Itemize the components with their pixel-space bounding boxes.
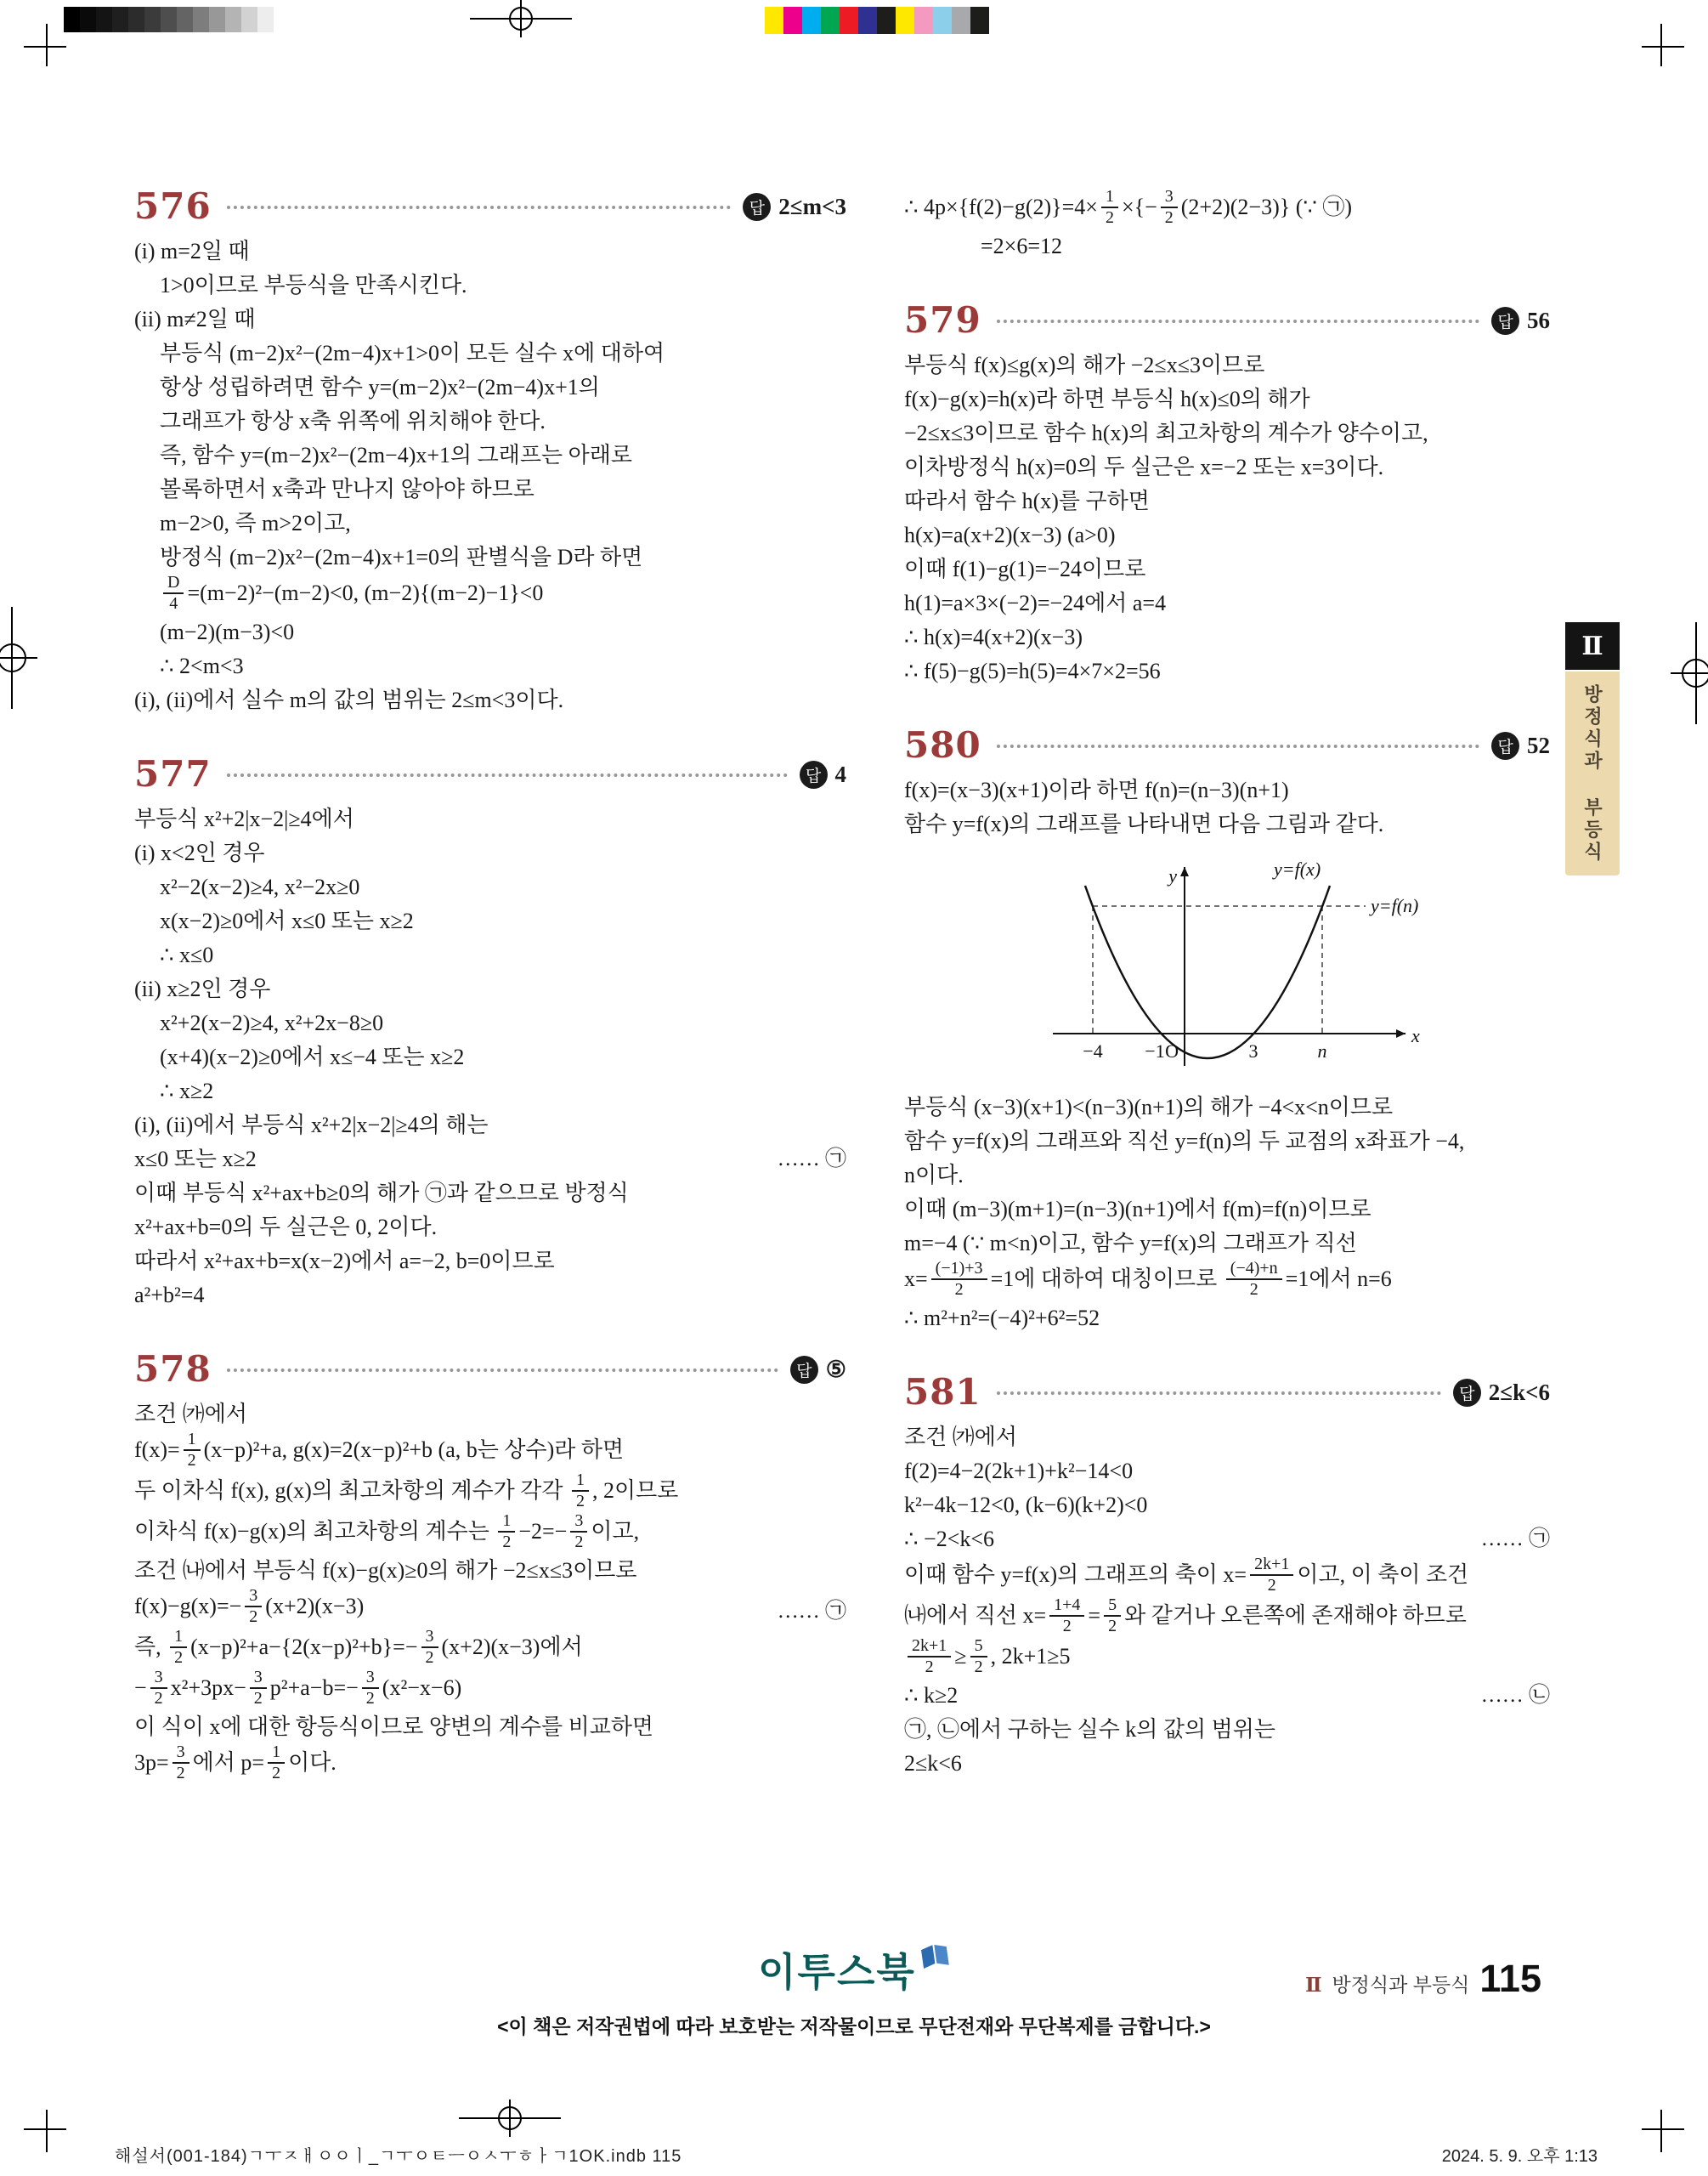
answer-value: 52 [1527,732,1550,758]
dotted-leader [227,204,732,209]
solution-line-text: (ii) x≥2인 경우 [134,977,271,1001]
crop-mark [24,46,66,48]
solution-line-text: ∴ k≥2 [904,1683,959,1708]
dotted-leader [997,743,1479,748]
solution-line [904,1556,1550,1597]
crop-mark [46,24,48,66]
solution-line-text: 부등식 x²+2|x−2|≥4에서 [134,807,354,831]
solution-line-text: 이차방정식 h(x)=0의 두 실근은 x=−2 또는 x=3이다. [904,455,1384,479]
color-step [914,7,933,34]
answer-label-icon: 답 [743,193,771,221]
color-step [765,7,783,34]
solution-line [134,649,846,683]
solution-line-text: − $\frac{3}{2}$ x²+3px− $\frac{3}{2}$ p²+a−b=− $\frac{3}{2}$ (x²−x−6) [134,1668,462,1708]
answer-badge [790,1356,846,1384]
problem-number: 577 [134,753,212,795]
reference-mark: …… ㉠ [1480,1527,1550,1550]
reference-mark: …… ㉠ [777,1148,846,1170]
fraction: $\frac{3}{2}$ [245,1586,262,1627]
answer-label-icon: 답 [1491,732,1519,760]
answer-value: ⑤ [825,1356,846,1382]
grayscale-step [112,7,128,32]
solution-line-text: f(2)=4−2(2k+1)+k²−14<0 [904,1459,1134,1483]
solution-line-text: =2×6=12 [981,234,1062,258]
problem-header [134,185,846,227]
solution-line-text: n이다. [904,1163,964,1187]
solution-line-text: $\frac{2k+1}{2}$ ≥ $\frac{5}{2}$ , 2k+1≥5 [904,1644,1071,1669]
fraction: $\frac{1}{2}$ [1101,187,1118,228]
solution-line [134,1513,846,1554]
solution-line [134,836,846,870]
solution-line-text: 조건 ㈎에서 [134,1402,247,1426]
left-column [134,185,846,1824]
solution-line [134,1554,846,1588]
solution-line-text: x(x−2)≥0에서 x≤0 또는 x≥2 [160,909,414,933]
color-step [933,7,952,34]
solution-line [134,337,846,371]
solution-line [134,1710,846,1744]
solution-line [904,1454,1550,1488]
solution-line [904,348,1550,382]
problem-577 [134,753,846,1312]
solution-line [134,1472,846,1513]
fraction: $\frac{5}{2}$ [1104,1595,1121,1636]
solution-line-text: ∴ 4p×{f(2)−g(2)}=4× $\frac{1}{2}$ ×{− $\frac{3}{2}$ (2+2)(2−3)} (∵ ㉠) [904,187,1353,227]
grayscale-step [241,7,257,32]
solution-line-text: 이때 함수 y=f(x)의 그래프의 축이 x= $\frac{2k+1}{2}$ 이고, 이 축이 조건 [904,1555,1469,1595]
color-step [802,7,821,34]
fraction: $\frac{3}{2}$ [1161,187,1178,228]
solution-line-text: 1>0이므로 부등식을 만족시킨다. [160,273,467,298]
answer-label-icon: 답 [790,1356,818,1384]
grayscale-step [128,7,144,32]
solution-line [134,405,846,439]
grayscale-step [64,7,80,32]
problem-number: 576 [134,185,212,227]
solution-line-text: a²+b²=4 [134,1283,205,1307]
solution-line [904,1638,1550,1679]
answer-badge [800,761,847,789]
footer-section-pagenum [1305,1957,1541,2001]
solution-line [134,1040,846,1074]
fraction: $\frac{3}{2}$ [362,1668,379,1708]
solution-line-text: ∴ 2<m<3 [160,654,244,678]
grayscale-step [274,7,290,32]
solution-line-text: 그래프가 항상 x축 위쪽에 위치해야 한다. [160,409,546,434]
solution-line-text: ㉠, ㉡에서 구하는 실수 k의 값의 범위는 [904,1717,1276,1742]
fraction: $\frac{3}{2}$ [150,1668,167,1708]
solution-line-text: (i), (ii)에서 실수 m의 값의 범위는 2≤m<3이다. [134,688,564,712]
solution-line-text: m=−4 (∵ m<n)이고, 함수 y=f(x)의 그래프가 직선 [904,1231,1357,1255]
solution-line [904,1713,1550,1747]
graph-y-label: y [1168,865,1177,887]
solution-line-text: ∴ f(5)−g(5)=h(5)=4×7×2=56 [904,659,1161,683]
solution-line [904,189,1550,230]
solution-line-text: 이차식 f(x)−g(x)의 최고차항의 계수는 $\frac{1}{2}$ −2=− $\frac{3}{2}$ 이고, [134,1511,640,1551]
solution-line [904,1420,1550,1454]
crop-mark [1642,46,1684,48]
grayscale-step [193,7,209,32]
chapter-tab-roman [1565,622,1620,670]
prepress-timestamp: 2024. 5. 9. 오후 1:13 [1441,2147,1598,2166]
solution-line-text: (m−2)(m−3)<0 [160,620,295,644]
footer-section-roman: Ⅱ [1305,1974,1322,1997]
solution-line [134,473,846,507]
prepress-file-info: 해설서(001-184)ㄱㅜㅈㅐㅇㅇㅣ_ㄱㅜㅇㅌㅡㅇㅅㅜㅎㅏㄱ1OK.indb 115 [115,2147,682,2166]
problem-header [904,299,1550,341]
solution-line-text: 이 식이 x에 대한 항등식이므로 양변의 계수를 비교하면 [134,1714,654,1739]
chapter-tab-text: 방정식과 부등식 [1581,683,1603,864]
problem-header [134,753,846,795]
parabola-graph [1027,855,1427,1069]
solution-line [904,1522,1550,1556]
fraction: $\frac{1}{2}$ [572,1470,589,1511]
solution-line-text: h(1)=a×3×(−2)=−24에서 a=4 [904,591,1167,615]
problem-number: 579 [904,299,981,341]
solution-line [904,808,1550,842]
answer-value: 4 [834,761,846,787]
solution-line-text: ∴ h(x)=4(x+2)(x−3) [904,625,1083,649]
answer-label-icon: 답 [800,761,828,789]
fraction: $\frac{3}{2}$ [421,1627,438,1668]
problem-581 [904,1371,1550,1781]
solution-line [134,507,846,541]
crop-mark [1642,2128,1684,2130]
solution-line-text: 방정식 (m−2)x²−(2m−4)x+1=0의 판별식을 D라 하면 [160,545,643,570]
parabola-curve [1085,886,1330,1058]
registration-mark [470,0,572,37]
problem-580 [904,724,1550,1335]
graph-origin-label: O [1165,1040,1179,1062]
solution-line-text: $\frac{D}{4}$ =(m−2)²−(m−2)<0, (m−2){(m−2)−1}<0 [160,581,543,605]
color-step [896,7,914,34]
page-number: 115 [1479,1957,1541,2000]
dotted-leader [227,772,788,777]
solution-line-text: 조건 ㈎에서 [904,1425,1017,1449]
solution-line [134,1744,846,1785]
fraction: $\frac{2k+1}{2}$ [1250,1555,1293,1595]
open-book-icon [916,1931,953,1980]
solution-line-text: 함수 y=f(x)의 그래프와 직선 y=f(n)의 두 교점의 x좌표가 −4, [904,1129,1465,1153]
solution-line-text: 부등식 (x−3)(x+1)<(n−3)(n+1)의 해가 −4<x<n이므로 [904,1095,1394,1119]
answer-badge [1491,732,1550,760]
solution-line [134,1074,846,1108]
solution-line [134,1244,846,1278]
solution-line [904,654,1550,688]
solution-line [134,1629,846,1669]
problem-header [904,1371,1550,1413]
grayscale-step [80,7,96,32]
solution-line [134,1431,846,1472]
problem-number: 581 [904,1371,981,1413]
publisher-logo-text: 이투스북 [758,1950,916,1994]
solution-line-text: m−2>0, 즉 m>2이고, [160,511,351,536]
grayscale-step [144,7,161,32]
problem-continuation [904,189,1550,264]
solution-line [134,269,846,303]
chapter-tab-label [1565,672,1620,876]
chapter-roman-numeral: Ⅱ [1581,631,1603,661]
dotted-leader [997,318,1479,323]
solution-line-text: ∴ −2<k<6 [904,1527,995,1551]
solution-line [904,1193,1550,1227]
solution-line-text: 즉, $\frac{1}{2}$ (x−p)²+a−{2(x−p)²+b}=− $\frac{3}{2}$ (x+2)(x−3)에서 [134,1627,583,1667]
problem-header [134,1348,846,1390]
solution-line [134,439,846,473]
solution-line [134,904,846,938]
solution-line-text: ∴ x≥2 [160,1079,214,1103]
grayscale-calibration-bar [64,7,290,32]
solution-line-text: (x+4)(x−2)≥0에서 x≤−4 또는 x≥2 [160,1045,465,1069]
solution-line-text: 볼록하면서 x축과 만나지 않아야 하므로 [160,477,534,502]
grayscale-step [96,7,112,32]
solution-line-text: x≤0 또는 x≥2 [134,1147,257,1171]
solution-line [134,1278,846,1312]
solution-line-text: 따라서 함수 h(x)를 구하면 [904,489,1150,513]
solution-line-text: −2≤x≤3이므로 함수 h(x)의 최고차항의 계수가 양수이고, [904,421,1428,445]
answer-badge [1491,307,1550,335]
solution-line-text: x²−2(x−2)≥4, x²−2x≥0 [160,875,360,899]
fraction: $\frac{1}{2}$ [184,1430,201,1470]
solution-line-text: 3p= $\frac{3}{2}$ 에서 p= $\frac{1}{2}$ 이다. [134,1742,337,1782]
answer-value: 2≤k<6 [1488,1379,1550,1405]
fraction: $\frac{3}{2}$ [570,1511,587,1552]
fraction: $\frac{D}{4}$ [163,573,184,614]
solution-line-text: x²+ax+b=0의 두 실근은 0, 2이다. [134,1215,438,1239]
solution-line-text: (i), (ii)에서 부등식 x²+2|x−2|≥4의 해는 [134,1113,489,1137]
graph-tick-3: 3 [1248,1040,1258,1062]
solution-line-text: 항상 성립하려면 함수 y=(m−2)x²−(2m−4)x+1의 [160,375,600,400]
solution-line-text: 이때 부등식 x²+ax+b≥0의 해가 ㉠과 같으므로 방정식 [134,1181,629,1205]
fraction: $\frac{1+4}{2}$ [1049,1595,1084,1636]
graph-figure [904,855,1550,1074]
solution-line [134,1142,846,1176]
solution-line-text: f(x)= $\frac{1}{2}$ (x−p)²+a, g(x)=2(x−p)²+b (a, b는 상수)라 하면 [134,1430,625,1470]
crop-mark [24,2128,66,2130]
y-axis-arrow [1180,867,1189,876]
problem-576 [134,185,846,717]
crop-mark [46,2110,48,2152]
fraction: $\frac{3}{2}$ [172,1742,189,1783]
fraction: $\frac{2k+1}{2}$ [908,1636,951,1677]
solution-line [134,303,846,337]
solution-line-text: ∴ x≤0 [160,943,214,967]
solution-line [904,1261,1550,1301]
solution-line-text: 부등식 f(x)≤g(x)의 해가 −2≤x≤3이므로 [904,353,1265,377]
solution-line-text: 이때 f(1)−g(1)=−24이므로 [904,557,1146,581]
color-step [877,7,896,34]
solution-line [134,615,846,649]
graph-curve-label: y=f(x) [1274,858,1321,880]
publisher-logo [758,1941,950,1998]
solution-line [134,1397,846,1431]
solution-line-text: f(x)−g(x)=− $\frac{3}{2}$ (x+2)(x−3) [134,1586,365,1626]
solution-line [904,382,1550,416]
solution-line [904,1091,1550,1125]
graph-tick-minus1: −1 [1145,1040,1165,1062]
color-step [840,7,858,34]
fraction: $\frac{(-4)+n}{2}$ [1226,1259,1282,1300]
answer-value: 56 [1527,307,1550,333]
solution-line-text: 2≤k<6 [904,1751,962,1776]
solution-line [904,484,1550,518]
answer-badge [1453,1379,1550,1407]
solution-line [904,1125,1550,1159]
solution-line-text: (ii) m≠2일 때 [134,307,256,332]
solution-line [134,371,846,405]
solution-line [134,541,846,575]
solution-line-text: 부등식 (m−2)x²−(2m−4)x+1>0이 모든 실수 x에 대하여 [160,341,665,366]
fraction: $\frac{1}{2}$ [170,1627,187,1668]
solution-line [134,972,846,1006]
solution-line-text: 이때 (m−3)(m+1)=(n−3)(n+1)에서 f(m)=f(n)이므로 [904,1197,1371,1221]
solution-line [904,518,1550,552]
problem-number: 580 [904,724,981,766]
solution-line-text: ㈏에서 직선 x= $\frac{1+4}{2}$ = $\frac{5}{2}$ 와 같거나 오른쪽에 존재해야 하므로 [904,1595,1467,1635]
footer-section-label: 방정식과 부등식 [1332,1974,1470,1996]
solution-line-text: (i) m=2일 때 [134,239,250,264]
solution-line [134,1176,846,1210]
solution-line-text: f(x)−g(x)=h(x)라 하면 부등식 h(x)≤0의 해가 [904,387,1310,411]
graph-tick-n: n [1317,1040,1327,1062]
solution-line-text: ∴ m²+n²=(−4)²+6²=52 [904,1306,1100,1330]
problem-header [904,724,1550,766]
solution-line-text: 함수 y=f(x)의 그래프를 나타내면 다음 그림과 같다. [904,812,1384,836]
solution-line [904,1488,1550,1522]
answer-label-icon: 답 [1453,1379,1481,1407]
reference-mark: …… ㉡ [1480,1684,1550,1707]
solution-line [134,1108,846,1142]
color-step [858,7,877,34]
solution-line-text: h(x)=a(x+2)(x−3) (a>0) [904,523,1116,547]
solution-line [904,230,1550,264]
solution-line [134,1669,846,1710]
solution-line [134,1588,846,1629]
solution-line [134,1210,846,1244]
color-step [952,7,970,34]
solution-line [904,620,1550,654]
fraction: $\frac{3}{2}$ [250,1668,267,1708]
solution-line [134,683,846,717]
solution-line [904,1597,1550,1638]
solution-line [904,1679,1550,1713]
fraction: $\frac{1}{2}$ [498,1511,515,1552]
solution-line [904,450,1550,484]
grayscale-step [161,7,177,32]
grayscale-step [225,7,241,32]
graph-tick-minus4: −4 [1083,1040,1103,1062]
color-step [783,7,802,34]
problem-579 [904,299,1550,688]
solution-line-text: f(x)=(x−3)(x+1)이라 하면 f(n)=(n−3)(n+1) [904,778,1289,802]
solution-line-text: k²−4k−12<0, (k−6)(k+2)<0 [904,1493,1148,1517]
crop-mark [1660,24,1662,66]
solution-line [904,1747,1550,1781]
right-column [904,189,1550,1820]
solution-line [134,802,846,836]
color-step [821,7,840,34]
answer-badge [743,193,846,221]
solution-line-text: x= $\frac{(-1)+3}{2}$ =1에 대하여 대칭이므로 $\frac{(-4)+n}{2}$ =1에서 n=6 [904,1259,1392,1299]
fraction: $\frac{5}{2}$ [970,1636,987,1677]
solution-line-text: 따라서 x²+ax+b=x(x−2)에서 a=−2, b=0이므로 [134,1249,555,1273]
answer-label-icon: 답 [1491,307,1519,335]
registration-mark [1671,622,1708,724]
color-calibration-bar [765,7,989,34]
x-axis-arrow [1396,1029,1405,1038]
solution-line [134,870,846,904]
answer-value: 2≤m<3 [778,193,846,219]
grayscale-step [209,7,225,32]
registration-mark [0,607,37,709]
solution-line [134,1006,846,1040]
solution-line-text: 조건 ㈏에서 부등식 f(x)−g(x)≥0의 해가 −2≤x≤3이므로 [134,1558,637,1583]
solution-line [904,416,1550,450]
crop-mark [1660,2110,1662,2152]
solution-line [904,774,1550,808]
color-step [970,7,989,34]
solution-line-text: 두 이차식 f(x), g(x)의 최고차항의 계수가 각각 $\frac{1}{2}$ , 2이므로 [134,1470,679,1510]
dotted-leader [997,1390,1441,1395]
solution-line-text: x²+2(x−2)≥4, x²+2x−8≥0 [160,1011,384,1035]
grayscale-step [257,7,274,32]
solution-line [134,575,846,615]
graph-hline-label: y=f(n) [1371,895,1419,916]
solution-line [904,552,1550,586]
solution-line [134,235,846,269]
reference-mark: …… ㉠ [777,1600,846,1623]
fraction: $\frac{(-1)+3}{2}$ [931,1259,987,1300]
copyright-notice: <이 책은 저작권법에 따라 보호받는 저작물이므로 무단전재와 무단복제를 금합니다.> [497,2015,1211,2037]
graph-x-label: x [1411,1025,1420,1046]
dotted-leader [227,1367,778,1372]
solution-line [904,586,1550,620]
solution-line-text: (i) x<2인 경우 [134,841,265,865]
solution-line [904,1227,1550,1261]
solution-line [134,938,846,972]
solution-line-text: 즉, 함수 y=(m−2)x²−(2m−4)x+1의 그래프는 아래로 [160,443,632,468]
problem-578 [134,1348,846,1785]
solution-line [904,1159,1550,1193]
registration-mark [459,2100,561,2137]
solution-line [904,1301,1550,1335]
fraction: $\frac{1}{2}$ [268,1742,285,1783]
grayscale-step [177,7,193,32]
problem-number: 578 [134,1348,212,1390]
